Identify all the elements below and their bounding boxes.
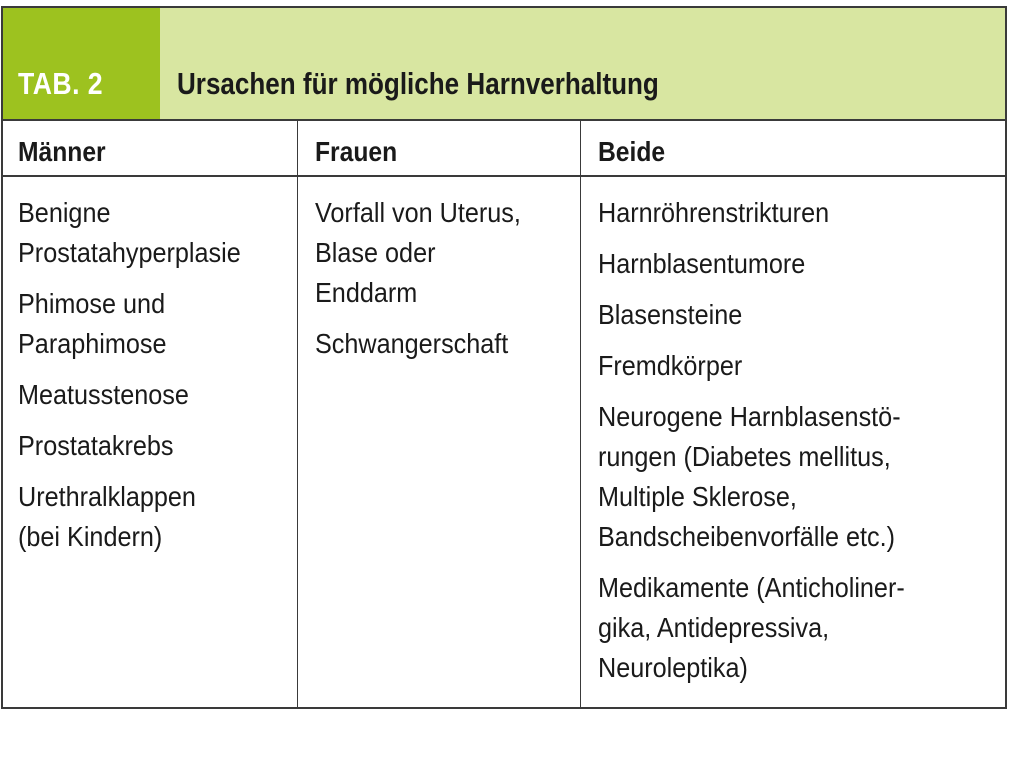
list-item: Blasensteine: [598, 299, 743, 330]
column-header-frauen: Frauen: [315, 136, 398, 167]
list-item: Urethralklappen (bei Kindern): [18, 481, 196, 552]
column-maenner: [18, 193, 265, 568]
list-item: Harnröhrenstrikturen: [598, 197, 830, 228]
list-item: Harnblasentumore: [598, 248, 806, 279]
column-header-beide: Beide: [598, 136, 666, 167]
column-divider: [580, 121, 581, 707]
header-row: [3, 121, 1005, 177]
list-item: Benigne Prostatahyperplasie: [18, 197, 241, 268]
column-divider: [297, 121, 298, 707]
list-item: Neurogene Harnblasenstö- rungen (Diabetes mellitus, Multiple Sklerose, Bandscheibenvorfälle etc.): [598, 401, 901, 552]
column-frauen: [315, 193, 544, 375]
list-item: Meatusstenose: [18, 379, 189, 410]
column-beide: [598, 193, 939, 699]
table-number-badge: [3, 8, 160, 119]
list-item: Phimose und Paraphimose: [18, 288, 167, 359]
list-item: Schwangerschaft: [315, 328, 509, 359]
list-item: Medikamente (Anticholiner- gika, Antidepressiva, Neuroleptika): [598, 572, 905, 683]
table-number: TAB. 2: [18, 66, 104, 101]
list-item: Fremdkörper: [598, 350, 743, 381]
table-title: Ursachen für mögliche Harnverhaltung: [177, 66, 659, 101]
title-bar: [3, 8, 1005, 121]
column-header-maenner: Männer: [18, 136, 106, 167]
list-item: Vorfall von Uterus, Blase oder Enddarm: [315, 197, 521, 308]
causes-table: [1, 6, 1007, 709]
list-item: Prostatakrebs: [18, 430, 174, 461]
